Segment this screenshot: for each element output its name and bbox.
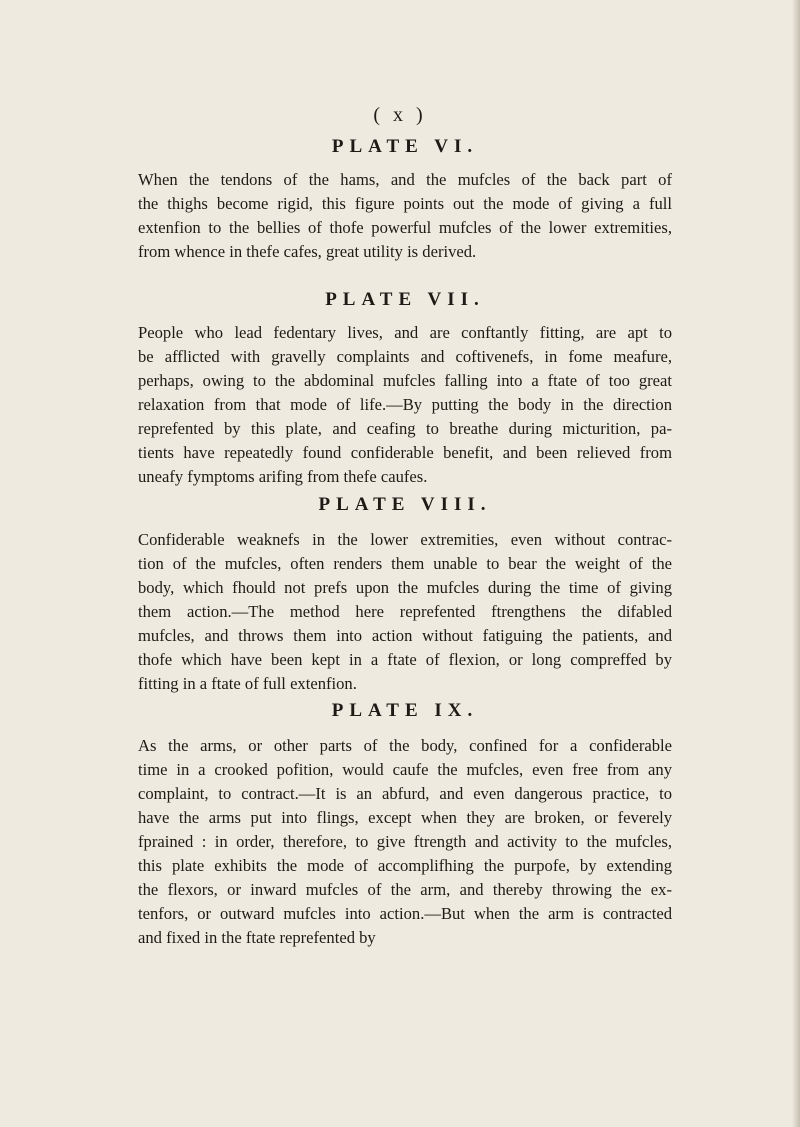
text-line: have the arms put into flings, except when they are broken, or feverely	[138, 808, 672, 827]
text-line: mufcles, and throws them into action without fatiguing the patients, and	[138, 626, 672, 645]
text-line: When the tendons of the hams, and the mufcles of the back part of	[138, 170, 672, 189]
text-line: tenfors, or outward mufcles into action.—But when the arm is contracted	[138, 904, 672, 923]
page-number: ( x )	[373, 104, 427, 126]
text-line: be afflicted with gravelly complaints and coftivenefs, in fome meafure,	[138, 347, 672, 366]
section-body	[138, 734, 672, 950]
section-plate-vi	[138, 136, 672, 264]
text-line: fitting in a ftate of full extenfion.	[138, 674, 357, 693]
text-line: from whence in thefe cafes, great utility is derived.	[138, 242, 477, 261]
text-line: relaxation from that mode of life.—By putting the body in the direction	[138, 395, 672, 414]
text-line: perhaps, owing to the abdominal mufcles falling into a ftate of too great	[138, 371, 672, 390]
section-body	[138, 168, 672, 264]
text-line: this plate exhibits the mode of accomplifhing the purpofe, by extending	[138, 856, 672, 875]
section-body	[138, 321, 672, 489]
section-plate-ix	[138, 700, 672, 950]
section-heading: PLATE VII.	[325, 289, 485, 310]
section-heading: PLATE VI.	[331, 136, 479, 157]
text-line: the flexors, or inward mufcles of the arm, and thereby throwing the ex-	[138, 880, 672, 899]
text-line: time in a crooked pofition, would caufe the mufcles, even free from any	[138, 760, 672, 779]
section-heading: PLATE VIII.	[318, 494, 492, 515]
text-line: thofe which have been kept in a ftate of flexion, or long compreffed by	[138, 650, 672, 669]
text-line: uneafy fymptoms arifing from thefe caufes.	[138, 467, 428, 486]
text-line: the thighs become rigid, this figure points out the mode of giving a full	[138, 194, 672, 213]
text-line: tion of the mufcles, often renders them unable to bear the weight of the	[138, 554, 672, 573]
section-plate-viii	[138, 494, 672, 696]
text-line: body, which fhould not prefs upon the mufcles during the time of giving	[138, 578, 672, 597]
text-line: them action.—The method here reprefented ftrengthens the difabled	[138, 602, 672, 621]
text-line: reprefented by this plate, and ceafing to breathe during micturition, pa-	[138, 419, 672, 438]
text-line: complaint, to contract.—It is an abfurd, and even dangerous practice, to	[138, 784, 672, 803]
text-line: and fixed in the ftate reprefented by	[138, 928, 376, 947]
section-heading: PLATE IX.	[331, 700, 479, 721]
text-line: Confiderable weaknefs in the lower extremities, even without contrac-	[138, 530, 672, 549]
text-line: fprained : in order, therefore, to give ftrength and activity to the mufcles,	[138, 832, 672, 851]
text-line: As the arms, or other parts of the body, confined for a confiderable	[138, 736, 672, 755]
section-plate-vii	[138, 289, 672, 489]
text-line: extenfion to the bellies of thofe powerful mufcles of the lower extremities,	[138, 218, 672, 237]
section-body	[138, 528, 672, 696]
page-edge-shadow	[792, 0, 800, 1127]
text-line: tients have repeatedly found confiderable benefit, and been relieved from	[138, 443, 672, 462]
text-line: People who lead fedentary lives, and are conftantly fitting, are apt to	[138, 323, 672, 342]
